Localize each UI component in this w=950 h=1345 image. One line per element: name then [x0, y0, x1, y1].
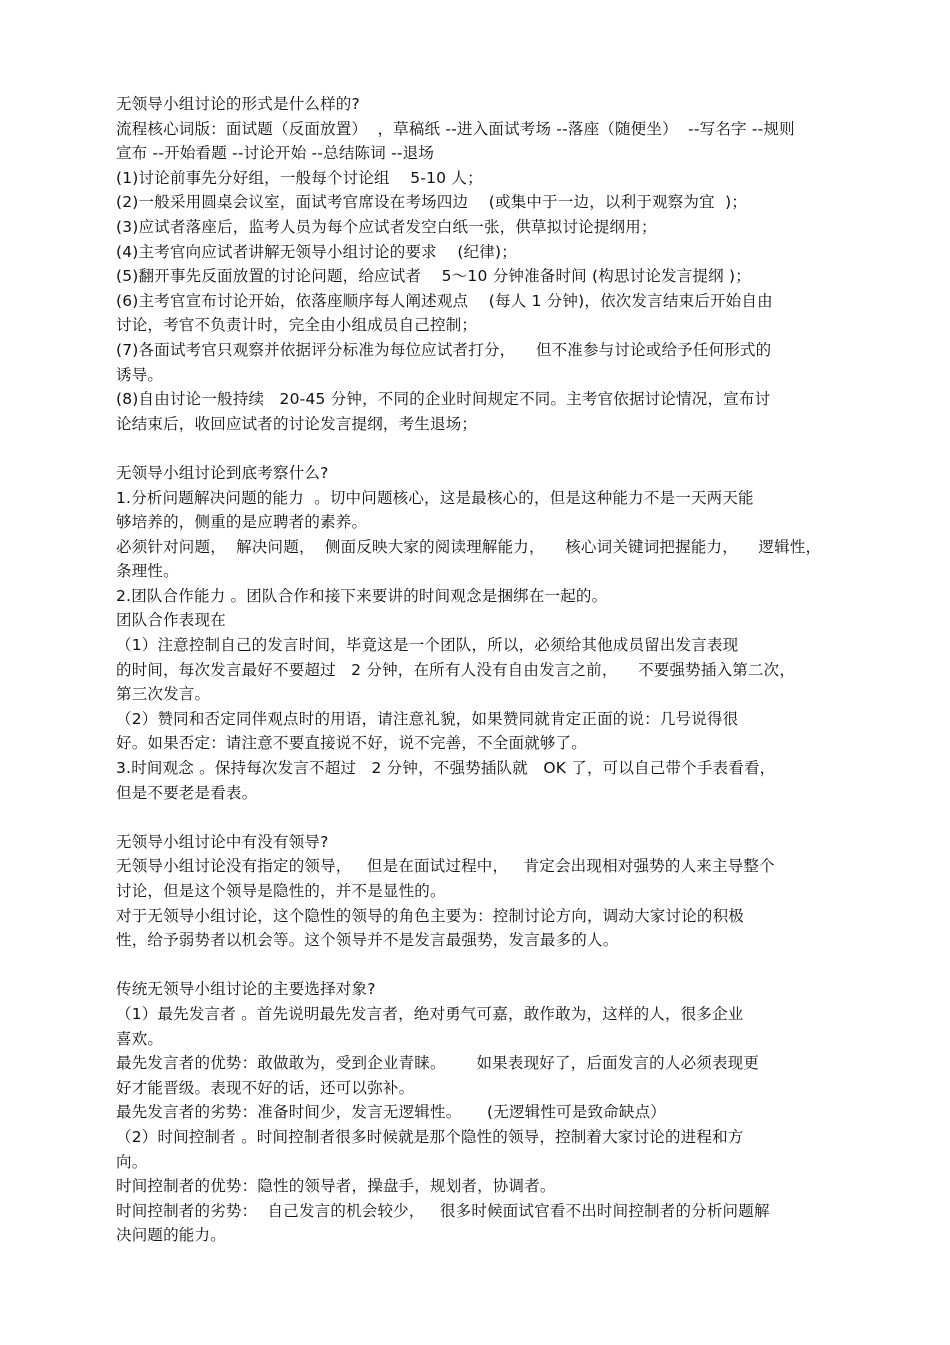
paragraph-line: 向。: [116, 1152, 148, 1171]
section-format: [116, 92, 886, 436]
paragraph-line: 够培养的，侧重的是应聘者的素养。: [116, 513, 368, 532]
paragraph-line: 流程核心词版：面试题（反面放置） ，草稿纸 --进入面试考场 --落座（随便坐） --写名字 --规则: [116, 119, 795, 138]
paragraph-line: 宣布 --开始看题 --讨论开始 --总结陈词 --退场: [116, 144, 435, 163]
section-heading: 无领导小组讨论的形式是什么样的?: [116, 95, 360, 113]
paragraph-line: 但是不要老是看表。: [116, 783, 258, 802]
section-spacer: [116, 805, 886, 830]
paragraph-line: （1）最先发言者 。首先说明最先发言者，绝对勇气可嘉，敢作敢为，这样的人，很多企业: [116, 1004, 744, 1023]
list-item: (2)一般采用圆桌会议室，面试考官席设在考场四边 (或集中于一边，以利于观察为宜 )；: [116, 193, 748, 212]
paragraph-line: 好才能晋级。表现不好的话，还可以弥补。: [116, 1078, 415, 1097]
paragraph-line: 团队合作表现在: [116, 611, 226, 630]
list-item: (8)自由讨论一般持续 20-45 分钟，不同的企业时间规定不同。主考官依据讨论情况，宣布讨: [116, 390, 771, 409]
list-item: (7)各面试考官只观察并依据评分标准为每位应试者打分， 但不准参与讨论或给予任何形式的: [116, 340, 772, 359]
paragraph-line: （1）注意控制自己的发言时间，毕竟这是一个团队，所以，必须给其他成员留出发言表现: [116, 636, 739, 655]
paragraph-line: 3.时间观念 。保持每次发言不超过 2 分钟，不强势插队就 OK 了，可以自己带个手表看看，: [116, 759, 776, 778]
section-heading: 传统无领导小组讨论的主要选择对象?: [116, 980, 376, 999]
section-assessment: [116, 461, 886, 805]
paragraph-line: 无领导小组讨论没有指定的领导， 但是在面试过程中， 肯定会出现相对强势的人来主导整个: [116, 857, 775, 876]
list-item: (3)应试者落座后，监考人员为每个应试者发空白纸一张，供草拟讨论提纲用；: [116, 217, 657, 236]
paragraph-line: 好。如果否定：请注意不要直接说不好，说不完善，不全面就够了。: [116, 734, 588, 753]
paragraph-line: 的时间，每次发言最好不要超过 2 分钟，在所有人没有自由发言之前， 不要强势插入第二次，: [116, 660, 796, 679]
paragraph-line: 性，给予弱势者以机会等。这个领导并不是发言最强势，发言最多的人。: [116, 931, 619, 950]
list-item-continuation: 诱导。: [116, 365, 164, 384]
paragraph-line: 对于无领导小组讨论，这个隐性的领导的角色主要为：控制讨论方向，调动大家讨论的积极: [116, 906, 745, 925]
list-item: (5)翻开事先反面放置的讨论问题，给应试者 5～10 分钟准备时间 (构思讨论发言提纲 )；: [116, 267, 751, 286]
paragraph-line: 时间控制者的劣势： 自己发言的机会较少， 很多时候面试官看不出时间控制者的分析问题解: [116, 1201, 770, 1220]
paragraph-line: （2）时间控制者 。时间控制者很多时候就是那个隐性的领导，控制着大家讨论的进程和方: [116, 1127, 744, 1146]
list-item: (1)讨论前事先分好组，一般每个讨论组 5-10 人；: [116, 168, 483, 187]
list-item: (6)主考官宣布讨论开始，依落座顺序每人阐述观点 (每人 1 分钟)，依次发言结束后开始自由: [116, 291, 773, 310]
list-item: (4)主考官向应试者讲解无领导小组讨论的要求 (纪律)；: [116, 242, 517, 261]
paragraph-line: 1.分析问题解决问题的能力 。切中问题核心，这是最核心的，但是这种能力不是一天两天能: [116, 488, 754, 507]
paragraph-line: 最先发言者的优势：敢做敢为，受到企业青睐。 如果表现好了，后面发言的人必须表现更: [116, 1054, 760, 1073]
paragraph-line: 第三次发言。: [116, 685, 211, 704]
section-heading: 无领导小组讨论到底考察什么?: [116, 463, 329, 482]
paragraph-line: 喜欢。: [116, 1029, 164, 1048]
paragraph-line: 必须针对问题， 解决问题， 侧面反映大家的阅读理解能力， 核心词关键词把握能力， 逻辑性，: [116, 537, 822, 556]
paragraph-line: 讨论，但是这个领导是隐性的，并不是显性的。: [116, 882, 446, 900]
paragraph-line: 时间控制者的优势：隐性的领导者，操盘手，规划者，协调者。: [116, 1177, 556, 1196]
section-spacer: [116, 953, 886, 978]
document-page: [116, 92, 886, 1248]
list-item-continuation: 论结束后，收回应试者的讨论发言提纲，考生退场；: [116, 414, 478, 433]
paragraph-line: （2）赞同和否定同伴观点时的用语，请注意礼貌，如果赞同就肯定正面的说：几号说得很: [116, 709, 739, 728]
list-item-continuation: 讨论，考官不负责计时，完全由小组成员自己控制；: [116, 316, 478, 335]
section-spacer: [116, 436, 886, 461]
paragraph-line: 最先发言者的劣势：准备时间少，发言无逻辑性。 (无逻辑性可是致命缺点）: [116, 1103, 666, 1122]
paragraph-line: 决问题的能力。: [116, 1226, 226, 1245]
section-roles: [116, 977, 886, 1248]
paragraph-line: 条理性。: [116, 562, 179, 581]
section-leadership: [116, 830, 886, 953]
section-heading: 无领导小组讨论中有没有领导?: [116, 832, 329, 851]
paragraph-line: 2.团队合作能力 。团队合作和接下来要讲的时间观念是捆绑在一起的。: [116, 586, 608, 605]
